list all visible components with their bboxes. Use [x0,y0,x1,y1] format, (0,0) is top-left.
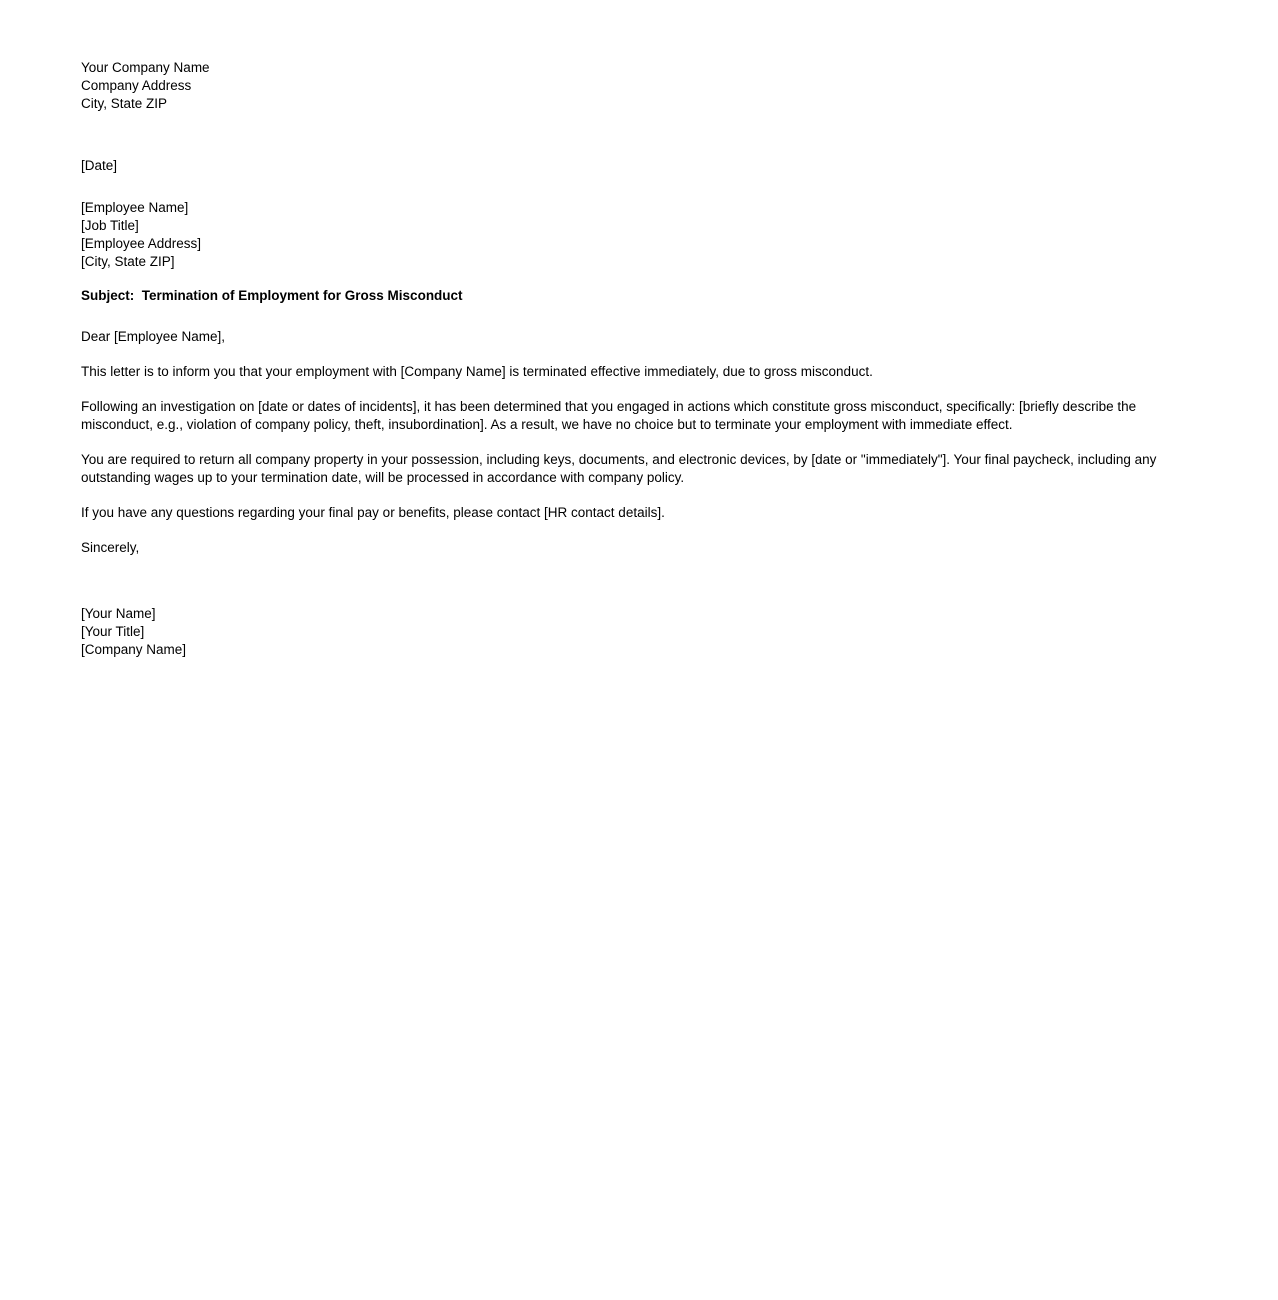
body-paragraph: This letter is to inform you that your employment with [Company Name] is terminated effective immediately, due to gross misconduct. [81,364,873,379]
spacer [81,113,1199,157]
spacer [81,175,1199,199]
date-line: [Date] [81,158,118,173]
spacer [81,487,1199,504]
spacer [81,434,1199,451]
signature-line: [Company Name] [81,642,187,657]
recipient-line: [Employee Name] [81,200,189,215]
signature-block [81,605,1199,659]
spacer [81,305,1199,328]
recipient-line: [Employee Address] [81,236,202,251]
body-paragraph: If you have any questions regarding your final pay or benefits, please contact [HR contact details]. [81,505,665,520]
subject-text: Termination of Employment for Gross Misconduct [141,288,463,303]
spacer [81,522,1199,539]
recipient-line: [Job Title] [81,218,139,233]
signature-space [81,557,1199,605]
spacer [81,346,1199,363]
letterhead-line: Your Company Name [81,60,210,75]
signature-line: [Your Title] [81,624,145,639]
letterhead-line: Company Address [81,78,192,93]
subject-line [81,287,1199,305]
body-paragraph: Following an investigation on [date or dates of incidents], it has been determined that you engaged in actions which constitute gross misconduct, specifically: [briefly describe the misconduct, e.g., violation of company policy, theft, insubordination]. As a result, we have no choice but to terminate your employment with immediate effect. [81,399,1137,432]
letterhead-block [81,59,1199,113]
spacer [81,271,1199,287]
recipient-line: [City, State ZIP] [81,254,175,269]
spacer [81,381,1199,398]
recipient-block [81,199,1199,271]
body-paragraph: You are required to return all company property in your possession, including keys, documents, and electronic devices, by [date or "immediately"]. Your final paycheck, including any outstanding wages up to your termination date, will be processed in accordance with company policy. [81,452,1157,485]
letterhead-line: City, State ZIP [81,96,168,111]
subject-label: Subject: [81,288,135,303]
salutation: Dear [Employee Name], [81,329,226,344]
letter-body [81,59,1199,659]
subject-separator [134,288,142,303]
signature-line: [Your Name] [81,606,156,621]
closing-line: Sincerely, [81,540,140,555]
